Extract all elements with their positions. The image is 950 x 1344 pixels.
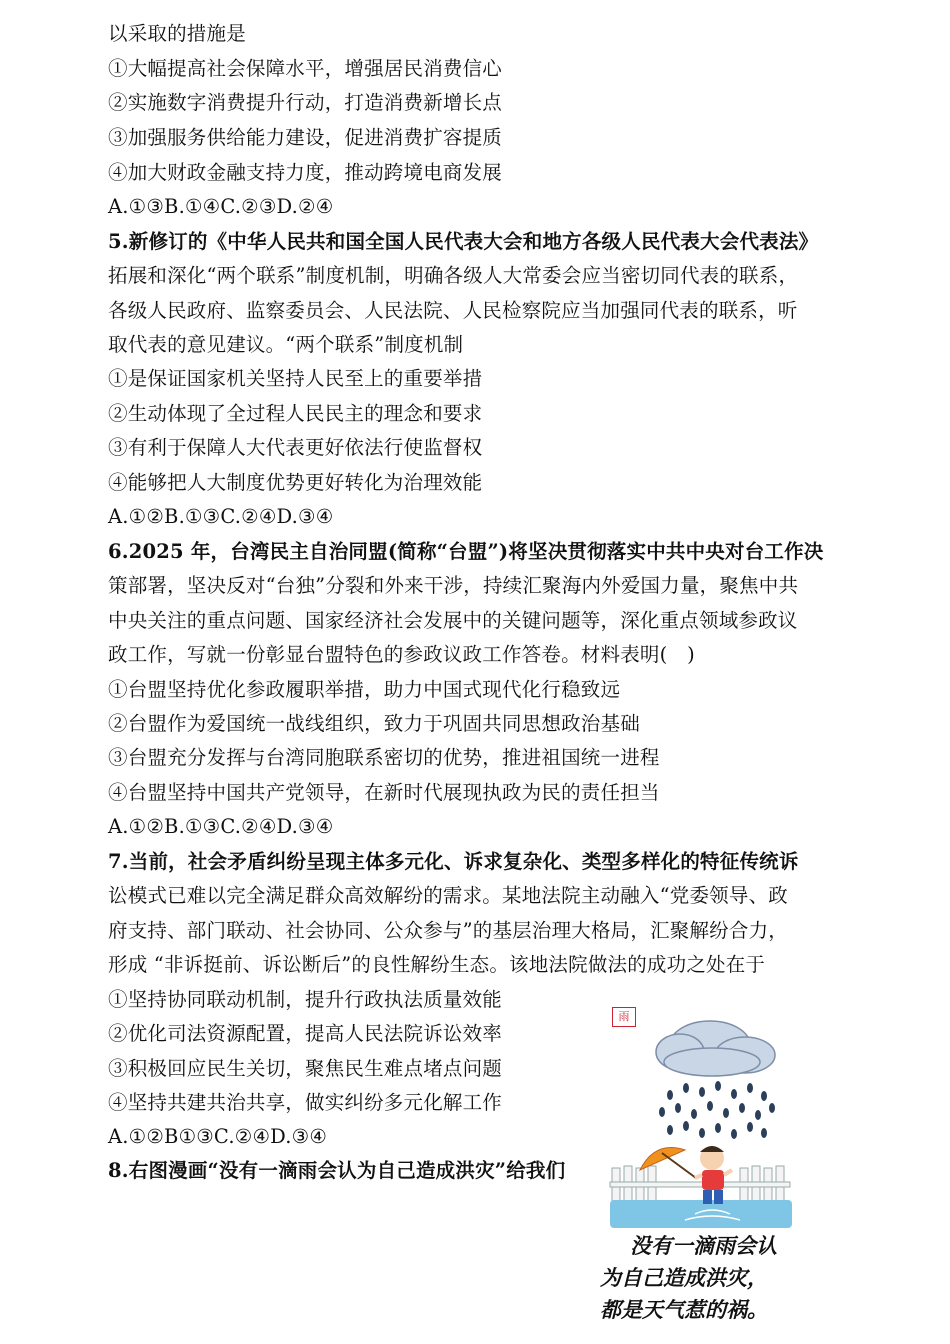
text-line: 府支持、部门联动、社会协同、公众参与”的基层治理大格局，汇聚解纷合力， [108,919,788,942]
answer-options-line: A.①②B.①③C.②④D.③④ [108,505,334,528]
raindrops-icon [659,1081,775,1139]
text-line: ①坚持协同联动机制，提升行政执法质量效能 [108,988,503,1011]
text-line: ③积极回应民生关切，聚焦民生难点堵点问题 [108,1057,503,1080]
boy-figure [695,1146,732,1204]
caption-line: 没有一滴雨会认 [630,1233,777,1258]
text-line: ③台盟充分发挥与台湾同胞联系密切的优势，推进祖国统一进程 [108,746,660,769]
answer-options-line: A.①②B.①③C.②④D.③④ [108,815,334,838]
text-line: 讼模式已难以完全满足群众高效解纷的需求。某地法院主动融入“党委领导、政 [108,884,788,907]
text-line: ③有利于保障人大代表更好依法行使监督权 [108,436,483,459]
question-stem-line: 7.当前，社会矛盾纠纷呈现主体多元化、诉求复杂化、类型多样化的特征传统诉 [108,850,799,873]
text-line: ②台盟作为爱国统一战线组织，致力于巩固共同思想政治基础 [108,712,640,735]
text-line: ④能够把人大制度优势更好转化为治理效能 [108,471,483,494]
text-line: 取代表的意见建议。“两个联系”制度机制 [108,333,464,356]
text-line: ④台盟坚持中国共产党领导，在新时代展现执政为民的责任担当 [108,781,660,804]
text-line: ①大幅提高社会保障水平，增强居民消费信心 [108,57,503,80]
text-line: ①是保证国家机关坚持人民至上的重要举措 [108,367,483,390]
text-line: ①台盟坚持优化参政履职举措，助力中国式现代化行稳致远 [108,678,621,701]
text-line: ④坚持共建共治共享，做实纠纷多元化解工作 [108,1091,503,1114]
text-line: 政工作，写就一份彰显台盟特色的参政议政工作答卷。材料表明( ) [108,643,695,666]
cartoon-caption [600,1230,820,1326]
text-line: 中央关注的重点问题、国家经济社会发展中的关键问题等，深化重点领域参政议 [108,609,798,632]
question-stem-line: 5.新修订的《中华人民共和国全国人民代表大会和地方各级人民代表大会代表法》 [108,230,819,253]
red-seal-stamp: 雨 [612,1007,636,1027]
text-line: 策部署，坚决反对“台独”分裂和外来干涉，持续汇聚海内外爱国力量，聚焦中共 [108,574,799,597]
text-line: ④加大财政金融支持力度，推动跨境电商发展 [108,161,503,184]
question-stem-line: 8.右图漫画“没有一滴雨会认为自己造成洪灾”给我们 [108,1159,566,1182]
rain-cartoon-illustration [600,1000,800,1240]
text-line: 各级人民政府、监察委员会、人民法院、人民检察院应当加强同代表的联系，听 [108,299,798,322]
answer-options-line: A.①②B①③C.②④D.③④ [108,1125,328,1148]
text-line: 以采取的措施是 [108,22,246,45]
question-stem-line: 6.2025 年，台湾民主自治同盟(简称“台盟”)将坚决贯彻落实中共中央对台工作决 [108,540,824,563]
cloud-icon [656,1021,775,1076]
caption-line: 为自己造成洪灾， [600,1265,768,1290]
text-line: 形成 “非诉挺前、诉讼断后”的良性解纷生态。该地法院做法的成功之处在于 [108,953,766,976]
text-line: ②优化司法资源配置，提高人民法院诉讼效率 [108,1022,503,1045]
text-line: 拓展和深化“两个联系”制度机制，明确各级人大常委会应当密切同代表的联系， [108,264,799,287]
text-line: ②生动体现了全过程人民民主的理念和要求 [108,402,483,425]
water-puddle [610,1200,792,1228]
answer-options-line: A.①③B.①④C.②③D.②④ [108,195,334,218]
caption-line: 都是天气惹的祸。 [600,1297,768,1322]
text-line: ③加强服务供给能力建设，促进消费扩容提质 [108,126,503,149]
text-line: ②实施数字消费提升行动，打造消费新增长点 [108,91,503,114]
